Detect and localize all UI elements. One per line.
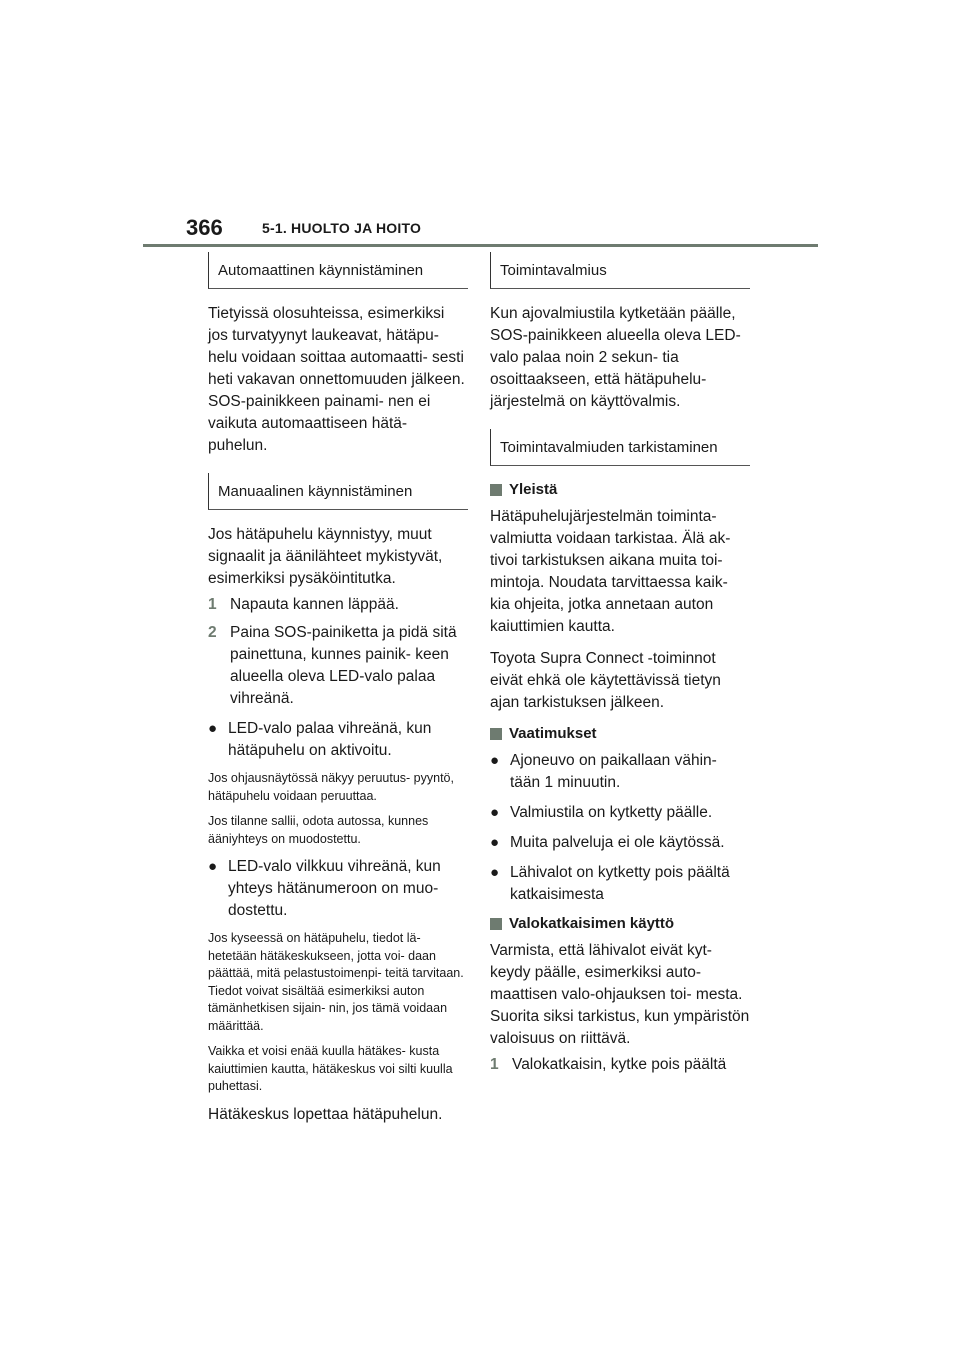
light-switch-heading: Valokatkaisimen käyttö <box>490 914 750 934</box>
step-text: Napauta kannen läppää. <box>230 596 399 613</box>
note-text: Jos tilanne sallii, odota autossa, kunnes ääniyhteys on muodostettu. <box>208 814 429 846</box>
light-switch-text: Varmista, että lähivalot eivät kyt- keydy päälle, esimerkiksi auto- maattisen valo-ohjauksen toi- mesta. Suorita siksi tarkistus, kun ympäristön valoisuus on riittävä. <box>490 942 750 1047</box>
bullet-item <box>490 832 750 854</box>
square-bullet-icon <box>490 484 502 496</box>
step-item <box>208 594 468 616</box>
note-text: Vaikka et voisi enää kuulla hätäkes- kusta kaiuttimien kautta, hätäkeskus voi silti kuulla puhettasi. <box>208 1044 453 1093</box>
bullet-text: Valmiustila on kytketty päälle. <box>510 804 713 821</box>
bullet-icon: ● <box>490 804 500 821</box>
step-number: 1 <box>490 1056 499 1073</box>
square-bullet-icon <box>490 728 502 740</box>
bullet-icon: ● <box>490 864 500 881</box>
general-heading: Yleistä <box>490 480 750 500</box>
bullet-text: Ajoneuvo on paikallaan vähin- tään 1 minuutin. <box>510 752 717 791</box>
manual-start-heading: Manuaalinen käynnistäminen <box>208 473 468 510</box>
bullet-icon: ● <box>208 858 218 875</box>
bullet-text: LED-valo palaa vihreänä, kun hätäpuhelu on aktivoitu. <box>228 720 432 759</box>
right-column <box>490 252 750 1082</box>
step-item <box>490 1054 750 1076</box>
bullet-text: LED-valo vilkkuu vihreänä, kun yhteys hätänumeroon on muo- dostettu. <box>228 858 441 919</box>
bullet-icon: ● <box>490 752 500 769</box>
bullet-icon: ● <box>208 720 218 737</box>
square-bullet-icon <box>490 918 502 930</box>
connect-text: Toyota Supra Connect -toiminnot eivät ehkä ole käytettävissä tietyn ajan tarkistuksen jälkeen. <box>490 650 721 711</box>
closing-text: Hätäkeskus lopettaa hätäpuhelun. <box>208 1105 443 1123</box>
bullet-item <box>490 802 750 824</box>
bullet-item <box>208 856 468 922</box>
note-text: Jos ohjausnäytössä näkyy peruutus- pyyntö, hätäpuhelu voidaan peruuttaa. <box>208 771 454 803</box>
manual-start-text: Jos hätäpuhelu käynnistyy, muut signaalit ja äänilähteet mykistyvät, esimerkiksi pysäköintitutka. <box>208 526 443 587</box>
step-text: Paina SOS-painiketta ja pidä sitä painettuna, kunnes painik- keen alueella oleva LED-valo palaa vihreänä. <box>230 624 457 707</box>
note-text: Jos kyseessä on hätäpuhelu, tiedot lä- hetetään hätäkeskukseen, jotta voi- daan päättää, mitä pelastustoimenpi- teitä tarvitaan. Tiedot voivat sisältää esimerkiksi auton tämänhetkisen sijain- nin, jos tämä voidaan määrittää. <box>208 931 464 1033</box>
general-text: Hätäpuhelujärjestelmän toiminta- valmiutta voidaan tarkistaa. Älä ak- tivoi tarkistuksen aikana muita toi- mintoja. Noudata tarvittaessa kaik- kia ohjeita, jotka annetaan auton kaiuttimien kautta. <box>490 508 731 635</box>
bullet-text: Lähivalot on kytketty pois päältä katkaisimesta <box>510 864 730 903</box>
auto-start-heading: Automaattinen käynnistäminen <box>208 252 468 289</box>
step-number: 1 <box>208 596 217 613</box>
bullet-item <box>490 750 750 794</box>
left-column <box>208 252 468 1136</box>
check-heading: Toimintavalmiuden tarkistaminen <box>490 429 750 466</box>
bullet-item <box>490 862 750 906</box>
page-number: 366 <box>186 215 223 240</box>
ready-heading: Toimintavalmius <box>490 252 750 289</box>
header-rule <box>143 244 818 247</box>
step-text: Valokatkaisin, kytke pois päältä <box>512 1056 727 1073</box>
step-item <box>208 622 468 710</box>
bullet-text: Muita palveluja ei ole käytössä. <box>510 834 725 851</box>
section-title: 5-1. HUOLTO JA HOITO <box>262 220 422 236</box>
step-number: 2 <box>208 624 217 641</box>
ready-text: Kun ajovalmiustila kytketään päälle, SOS-painikkeen alueella oleva LED-valo palaa noin 2 sekun- tia osoittaakseen, että hätäpuhelu- järjestelmä on käyttövalmis. <box>490 305 741 410</box>
requirements-heading: Vaatimukset <box>490 724 750 744</box>
auto-start-text: Tietyissä olosuhteissa, esimerkiksi jos turvatyynyt laukeavat, hätäpu- helu voidaan soittaa automaatti- sesti heti vakavan onnettomuuden jälkeen. SOS-painikkeen painami- nen ei vaikuta automaattiseen hätä- puhelun. <box>208 305 465 454</box>
bullet-item <box>208 718 468 762</box>
bullet-icon: ● <box>490 834 500 851</box>
page-header <box>0 0 960 260</box>
